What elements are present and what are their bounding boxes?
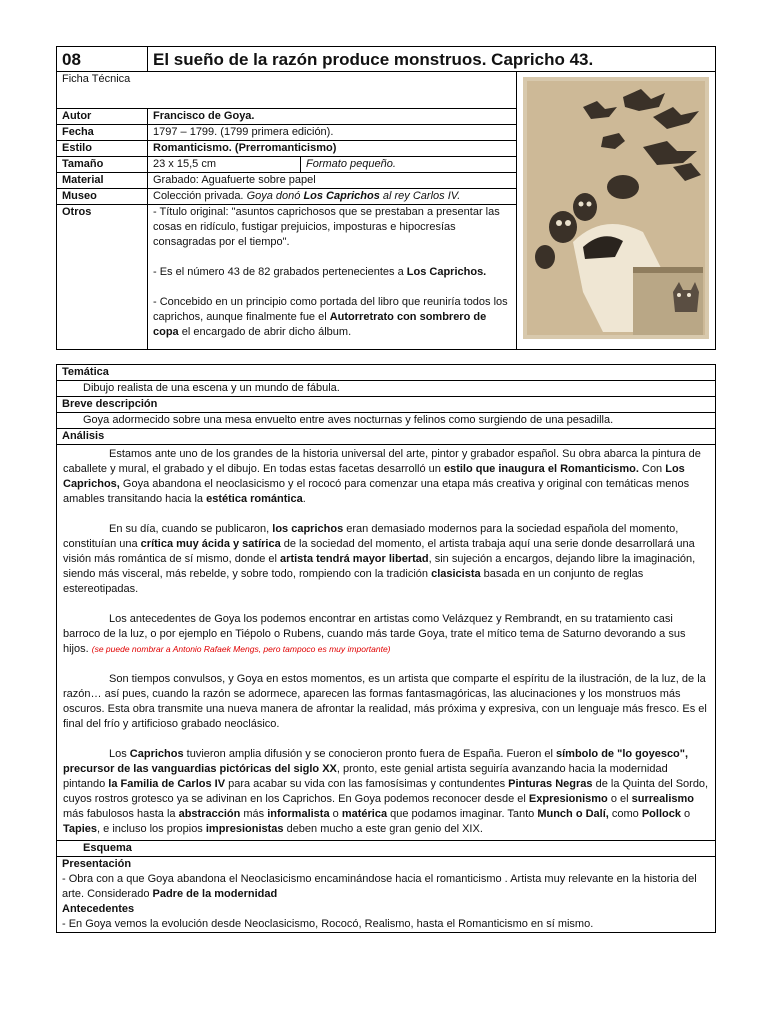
sheet-number: 08 xyxy=(57,47,148,72)
otros-3-end: el encargado de abrir dicho álbum. xyxy=(178,326,352,338)
otros-2-bold: Los Caprichos. xyxy=(406,266,487,278)
text-run: Goya abandona el neoclasicismo y el rococó para comenzar una etapa más creativa y original con temáticas menos amables transitando hacia la xyxy=(63,478,690,505)
descripcion-text: Goya adormecido sobre una mesa envuelto entre aves nocturnas y felinos como surgiendo de una pesadilla. xyxy=(57,413,715,429)
bold-run: abstracción xyxy=(178,808,241,820)
text-run: . xyxy=(302,493,306,505)
bold-run: estética romántica xyxy=(206,493,303,505)
analysis-section xyxy=(56,364,716,933)
museo-text-d: al rey Carlos IV. xyxy=(379,190,461,202)
text-run: más xyxy=(240,808,268,820)
text-run: Los xyxy=(109,748,130,760)
descripcion-label: Breve descripción xyxy=(57,397,715,413)
text-run: como xyxy=(608,808,642,820)
fecha-value: 1797 – 1799. (1799 primera edición). xyxy=(148,125,517,141)
text-run: deben mucho a este gran genio del XIX. xyxy=(283,823,483,835)
text-run: , sin sujeción a encargos, dejando libre la imaginación, siendo más visceral, más rebelde, y sobre todo, rompiendo con la tradición xyxy=(63,553,696,580)
analisis-paragraph-5 xyxy=(63,747,709,837)
museo-text-c: Los Caprichos xyxy=(303,190,380,202)
text-run: de la sociedad del momento, el artista trabaja aquí una serie donde desarrollará una visión más romántica de sí mismo, donde el xyxy=(63,538,695,565)
text-run: para acabar su vida con las famosísimas y contundentes xyxy=(225,778,509,790)
bold-run: Pollock xyxy=(641,808,681,820)
ficha-tecnica-label xyxy=(57,72,517,109)
analisis-body xyxy=(57,445,715,841)
text-run: Con xyxy=(638,463,666,475)
bold-run: crítica muy ácida y satírica xyxy=(140,538,281,550)
museo-text-b: Goya donó xyxy=(246,190,304,202)
text-run: Estamos ante uno de los grandes de la historia universal del arte, pintor y grabador español. Su obra abarca la pintura de caballete y mural, el grabado y el dibujo. En todas estas facetas desarrolló un xyxy=(63,448,701,475)
museo-label: Museo xyxy=(57,189,148,205)
otros-item-3 xyxy=(153,295,511,340)
presentacion-text xyxy=(62,872,710,902)
museo-value xyxy=(148,189,517,205)
bold-run: estilo que inaugura el Romanticismo. xyxy=(443,463,639,475)
text-run: que podamos imaginar. Tanto xyxy=(387,808,538,820)
material-label: Material xyxy=(57,173,148,189)
bold-run: Tapies xyxy=(63,823,98,835)
otros-item-1: - Título original: "asuntos caprichosos que se prestaban a presentar las cosas en ridículo, fustigar prejuicios, imposturas e hipocresías consagradas por el tiempo". xyxy=(153,206,500,248)
page-title: El sueño de la razón produce monstruos. Capricho 43. xyxy=(148,47,716,72)
analisis-paragraph-3 xyxy=(63,612,709,657)
analisis-paragraph-4 xyxy=(63,672,709,732)
text-run: más fabulosos hasta la xyxy=(63,808,179,820)
esquema-label: Esquema xyxy=(57,841,715,857)
artwork-image xyxy=(523,77,709,339)
ficha-tecnica-text: Ficha Técnica xyxy=(62,73,131,85)
analisis-paragraph-2 xyxy=(63,522,709,597)
otros-label: Otros xyxy=(57,205,148,350)
otros-value xyxy=(148,205,517,350)
otros-2-text: - Es el número 43 de 82 grabados pertenecientes a xyxy=(153,266,407,278)
museo-text-a: Colección privada. xyxy=(153,190,247,202)
text-run: de la Quinta del Sordo, cuyos rostros grotesco ya se adivinan en los Caprichos. En Goya podemos reconocer desde el xyxy=(63,778,709,805)
material-value: Grabado: Aguafuerte sobre papel xyxy=(148,173,517,189)
text-run: En su día, cuando se publicaron, xyxy=(109,523,273,535)
tematica-label: Temática xyxy=(57,365,715,381)
estilo-label: Estilo xyxy=(57,141,148,157)
bold-run: impresionistas xyxy=(205,823,284,835)
analisis-label: Análisis xyxy=(57,429,715,445)
text-run: , pronto, este genial artista seguiría avanzando hacia la modernidad pintando xyxy=(63,763,668,790)
analisis-paragraph-1 xyxy=(63,447,709,507)
presentacion-text-b: Padre de la modernidad xyxy=(152,888,278,900)
presentacion-text-a: - Obra con a que Goya abandona el Neoclasicismo encaminándose hacia el romanticismo . Artista muy relevante en la historia del arte. Considerado xyxy=(62,873,697,900)
bold-run: Expresionismo xyxy=(528,793,608,805)
text-run: Son tiempos convulsos, y Goya en estos momentos, es un artista que comparte el espíritu de la ilustración, de la luz, de la razón… así pues, cuando la razón se adormece, aparecen las formas fantasmagóricas, las alucinaciones y los monstruos más oscuros. Esta obra transmite una nueva manera de afrontar la realidad, más próxima y expresiva, con un lenguaje más fresco. Es el final del frío y artificioso grabado neoclásico. xyxy=(63,673,707,730)
fecha-label: Fecha xyxy=(57,125,148,141)
otros-3-text: - Concebido en un principio como portada del libro que reuniría todos los caprichos, aunque finalmente fue el xyxy=(153,296,508,323)
bold-run: Caprichos xyxy=(129,748,184,760)
bold-run: clasicista xyxy=(431,568,481,580)
bold-run: símbolo de "lo goyesco", precursor de las vanguardias pictóricas del siglo XX xyxy=(63,748,689,775)
bold-run: informalista xyxy=(267,808,330,820)
antecedentes-text: - En Goya vemos la evolución desde Neoclasicismo, Rococó, Realismo, hasta el Romanticismo en sí mismo. xyxy=(62,918,594,930)
bold-run: matérica xyxy=(341,808,388,820)
bold-run: Pinturas Negras xyxy=(508,778,593,790)
text-run: basada en un conjunto de reglas estereotipadas. xyxy=(63,568,644,595)
antecedentes-label: Antecedentes xyxy=(62,903,135,915)
bold-run: artista tendrá mayor libertad xyxy=(280,553,429,565)
otros-item-2 xyxy=(153,265,511,280)
tamano-label: Tamaño xyxy=(57,157,148,173)
tamano-value: 23 x 15,5 cm xyxy=(148,157,301,173)
text-run: eran demasiado modernos para la sociedad española del momento, constituían una xyxy=(63,523,679,550)
autor-value: Francisco de Goya. xyxy=(148,109,517,125)
bold-run: la Familia de Carlos IV xyxy=(108,778,226,790)
teacher-note: (se puede nombrar a Antonio Rafaek Mengs, pero tampoco es muy importante) xyxy=(91,644,391,654)
formato-value: Formato pequeño. xyxy=(301,157,517,173)
text-run: o xyxy=(329,808,342,820)
esquema-body xyxy=(57,857,715,932)
text-run: Los antecedentes de Goya los podemos encontrar en artistas como Velázquez y Rembrandt, en su tratamiento casi barroco de la luz, o por ejemplo en Tiépolo o Rubens, cuando más tarde Goya, trate el mítico tema de Saturno devorando a sus hijos. xyxy=(63,613,686,655)
text-run: o el xyxy=(607,793,632,805)
otros-3-bold: Autorretrato con sombrero de copa xyxy=(153,311,487,338)
artwork-cell xyxy=(517,72,716,350)
bold-run: Los Caprichos, xyxy=(63,463,685,490)
estilo-value: Romanticismo. (Prerromanticismo) xyxy=(148,141,517,157)
bold-run: Munch o Dalí, xyxy=(537,808,609,820)
text-run: o xyxy=(680,808,691,820)
tematica-text: Dibujo realista de una escena y un mundo de fábula. xyxy=(57,381,715,397)
bold-run: surrealismo xyxy=(631,793,695,805)
autor-label: Autor xyxy=(57,109,148,125)
presentacion-label: Presentación xyxy=(62,858,132,870)
ficha-table xyxy=(56,46,716,350)
text-run: tuvieron amplia difusión y se conocieron pronto fuera de España. Fueron el xyxy=(183,748,556,760)
text-run: , e incluso los propios xyxy=(97,823,206,835)
bold-run: los caprichos xyxy=(272,523,344,535)
